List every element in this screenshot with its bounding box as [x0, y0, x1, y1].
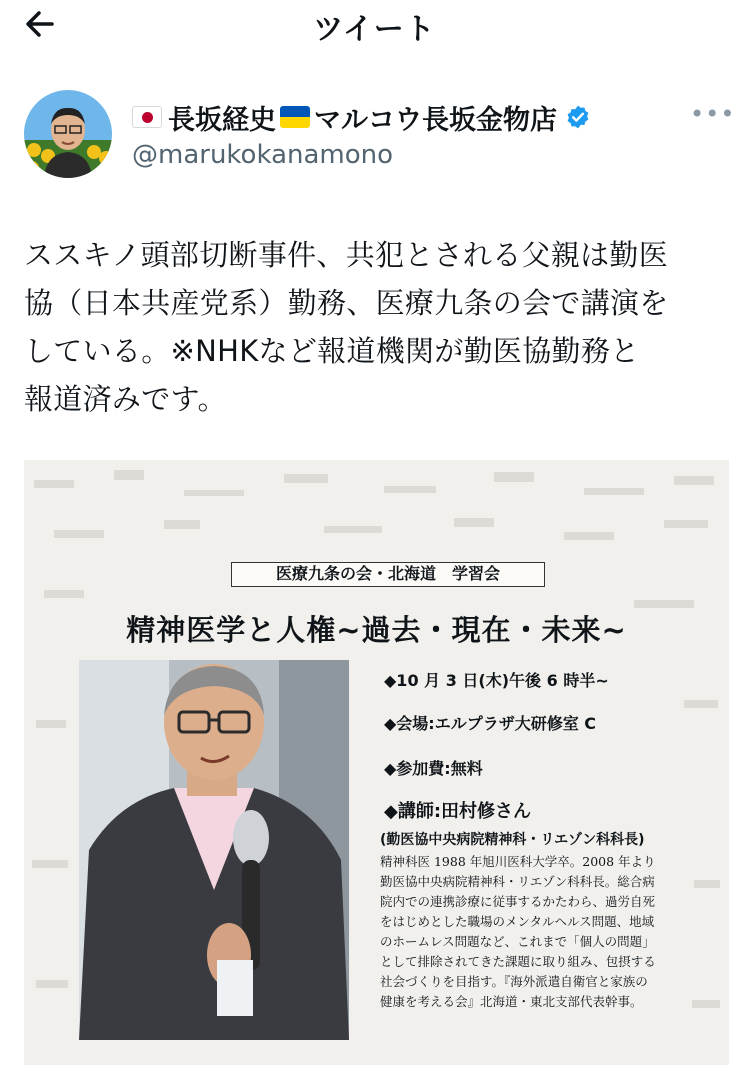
author-name: 長坂経史: [168, 104, 276, 136]
page-title: ツイート: [313, 12, 436, 47]
event-label: 医療九条の会・北海道 学習会: [231, 562, 545, 587]
bio-line: のホームレス問題など、これまで「個人の問題」: [380, 934, 655, 949]
tweet-line: ススキノ頭部切断事件、共犯とされる父親は勤医: [24, 238, 669, 272]
tweet-image[interactable]: [24, 460, 729, 1065]
event-date: ◆10 月 3 日(木)午後 6 時半~: [384, 671, 609, 690]
bio-line: 精神科医 1988 年旭川医科大学卒。2008 年より: [380, 854, 656, 869]
tweet-line: 協（日本共産党系）勤務、医療九条の会で講演を: [24, 286, 669, 320]
bio-line: 院内での連携診療に従事するかたわら、過労自死: [380, 894, 656, 909]
speaker-photo: [79, 660, 349, 1040]
author-handle[interactable]: @marukokanamono: [132, 140, 394, 170]
bio-line: をはじめとした職場のメンタルヘルス問題、地域: [380, 914, 655, 929]
author-shop-name: マルコウ長坂金物店: [314, 104, 557, 136]
top-bar: [0, 0, 749, 48]
event-venue: ◆会場:エルプラザ大研修室 C: [384, 714, 597, 733]
tweet-line: 報道済みです。: [24, 382, 227, 416]
tweet-line: している。※NHKなど報道機関が勤医協勤務と: [24, 334, 640, 368]
tweet-text: [24, 231, 729, 423]
verified-badge-icon: [565, 104, 591, 130]
author-name-row[interactable]: [132, 98, 591, 136]
flyer-title: 精神医学と人権~過去・現在・未来~: [126, 613, 627, 647]
bio-line: 勤医協中央病院精神科・リエゾン科科長。総合病: [380, 874, 655, 889]
bio-line: 社会づくりを目指す。『海外派遣自衛官と家族の: [380, 974, 648, 989]
ukraine-flag-icon: [280, 106, 310, 128]
bio-line: 健康を考える会』北海道・東北支部代表幹事。: [380, 994, 643, 1009]
more-options-icon[interactable]: •••: [690, 100, 736, 128]
event-speaker: ◆講師:田村修さん: [384, 801, 532, 822]
avatar[interactable]: [24, 90, 112, 178]
bio-line: として排除されてきた課題に取り組み、包摂する: [380, 954, 656, 969]
event-fee: ◆参加費:無料: [384, 759, 483, 778]
speaker-bio: [380, 852, 680, 1012]
speaker-affiliation: (勤医協中央病院精神科・リエゾン科科長): [380, 832, 645, 848]
japan-flag-icon: [132, 106, 162, 128]
